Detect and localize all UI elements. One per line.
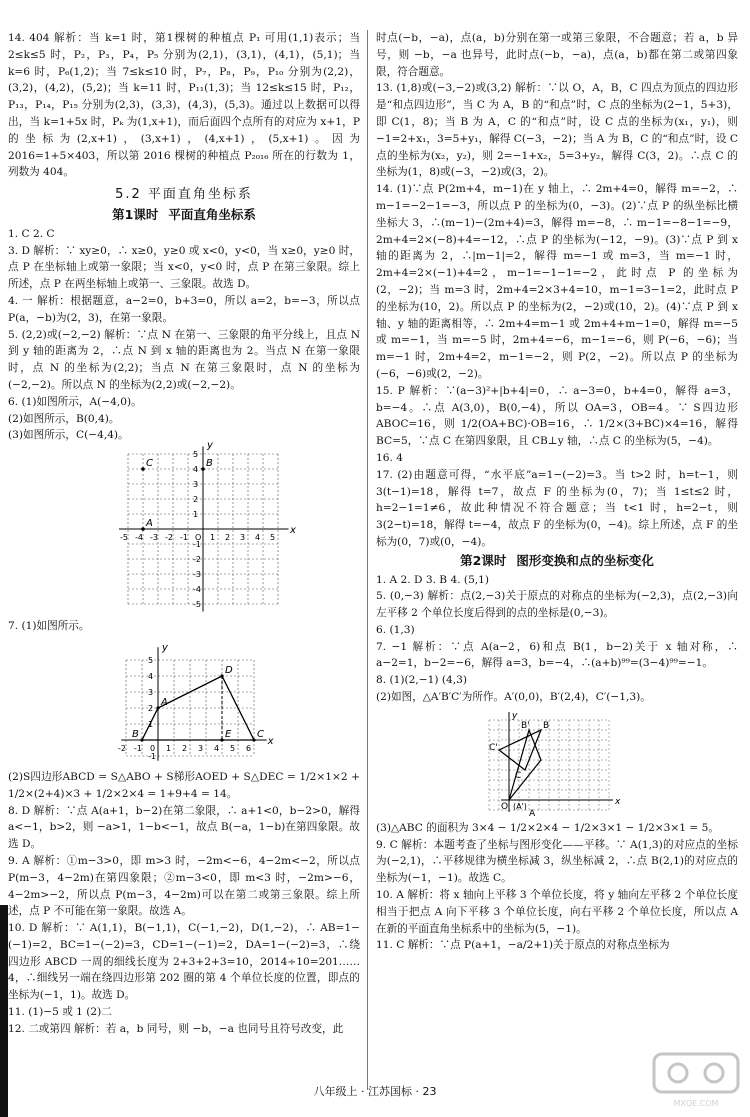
- x-tick-label: -2: [165, 533, 173, 543]
- answer-r8-part-1: 8. (1)(2,−1) (4,3): [376, 674, 467, 687]
- point-label-e: E: [225, 728, 232, 740]
- answer-r1: 1. A 2. D 3. B 4. (5,1): [376, 573, 490, 586]
- y-axis-label: y: [162, 642, 168, 654]
- lesson-2-title: 图形变换和点的坐标变化: [516, 552, 654, 568]
- answer-r5: 5. (0,−3) 解析：点(2,−3)关于原点的对称点的坐标为(−2,3)，点(2,−3)向左平移 2 个单位长度后得到的点的坐标是(0,−3)。: [376, 590, 738, 620]
- point-label-a: A: [529, 808, 536, 819]
- x-tick-label: -2: [118, 743, 126, 753]
- grid-lines: [126, 660, 254, 756]
- watermark: [648, 1050, 744, 1110]
- point-a: [156, 706, 159, 709]
- y-tick-label: 2: [148, 703, 154, 713]
- x-tick-label: 1: [166, 743, 172, 753]
- point-c: [141, 467, 145, 471]
- answer-r8-part-2: (2)如图，△A′B′C′为所作。A′(0,0)，B′(2,4)，C′(−1,3)。: [376, 691, 651, 704]
- answer-r10: 10. A 解析：将 x 轴向上平移 3 个单位长度，将 y 轴向左平移 2 个单位长度相当于把点 A 向下平移 3 个单位长度，向右平移 2 个单位长度，所以点 A 在新的平面直角坐标系中的坐标为(5，−1)。: [376, 889, 738, 935]
- answer-3: 3. D 解析：∵ xy≥0，∴ x≥0，y≥0 或 x<0，y<0，当 x≥0，y≥0 时，点 P 在坐标轴上或第一象限；当 x<0，y<0 时，点 P 在第三象限。综上所述，点 P 在两坐标轴上或第一、三象限。故选 D。: [8, 244, 360, 291]
- x-tick-label: 5: [270, 533, 276, 543]
- point-a: [141, 527, 145, 531]
- column-divider: [367, 30, 368, 1090]
- point-label-c: C: [146, 458, 153, 470]
- point-label-b: B: [543, 720, 550, 731]
- point-label-a: A: [146, 518, 153, 530]
- y-tick-label: -1: [193, 540, 201, 550]
- lesson-2-number: 第2课时: [460, 552, 507, 568]
- answer-4: 4. 一 解析：根据题意，a−2=0，b+3=0，所以 a=2，b=−3，所以点 P(a，−b)为(2，3)，在第一象限。: [8, 294, 360, 324]
- x-tick-label: 2: [225, 533, 231, 543]
- y-axis-label: y: [207, 440, 213, 452]
- grid-lines: [489, 720, 609, 810]
- answer-r6: 6. (1,3): [376, 623, 415, 636]
- y-tick-label: 1: [193, 510, 199, 520]
- x-axis-label: x: [615, 796, 621, 807]
- answer-14: 14. 404 解析：当 k=1 时，第1棵树的种植点 P₁ 可用(1,1)表示；当 2≤k≤5 时，P₂，P₃，P₄，P₅ 分别为(2,1)，(3,1)，(4,1)，(5,1)；当 k=6 时，P₆(1,2)；当 7≤k≤10 时，P₇，P₈，P₉，P₁₀ 分别为(2,2)，(3,2)，(4,2)，(5,2)；当 k=11 时，P₁₁(1,3)；当 12≤k≤15 时，P₁₂，P₁₃，P₁₄，P₁₅ 分别为(2,3)，(3,3)，(4,3)，(5,3)。通过以上数据可以得出，当 k=1+5x 时，Pₖ 为(1,x+1)，而后面四个点所有的对应为 x+1，P 的坐标为(2,x+1)，(3,x+1)，(4,x+1)，(5,x+1)。因为 2016=1+5×403，所以第 2016 棵树的种植点 P₂₀₁₆ 所在的行数为 1，列数为 404。: [8, 32, 360, 179]
- x-tick-label: 3: [240, 533, 246, 543]
- axes: [121, 647, 267, 761]
- lesson-1-heading: [8, 207, 360, 224]
- x-tick-label: 1: [210, 533, 216, 543]
- answer-10: 10. D 解析：∵ A(1,1)，B(−1,1)，C(−1,−2)，D(1,−2)，∴ AB=1−(−1)=2，BC=1−(−2)=3，CD=1−(−1)=2，DA=1−(−2)=3，∴绕四边形 ABCD 一周的细线长度为 2+3+2+3=10，2014÷10=201……4，∴细线另一端在绕四边形第 202 圈的第 4 个单位长度的位置，即点的坐标为(−1，1)。故选 D。: [8, 922, 360, 1002]
- answer-13: 13. (1,8)或(−3,−2)或(3,2) 解析：∵以 O，A，B，C 四点为顶点的四边形是“和点四边形”，当 C 为 A，B 的“和点”时，C 点的坐标为(2−1，5+3)，即 C(1，8)；当 B 为 A，C 的“和点”时，设 C 点的坐标为(x₁，y₁)，则 −1=2+x₁，3=5+y₁，解得 C(−3，−2)；当 A 为 B，C 的“和点”时，设 C 点的坐标为(x₂，y₂)，则 2=−1+x₂，5=3+y₂，解得 C(3，2)。∴点 C 的坐标为(1，8)或(−3，−2)或(3，2)。: [376, 82, 738, 179]
- answer-16: 16. 4: [376, 451, 403, 464]
- figure-q7-quadrilateral: [108, 637, 288, 767]
- x-axis-label: x: [290, 525, 296, 537]
- left-column: [8, 30, 360, 1038]
- y-tick-label: 5: [148, 655, 154, 665]
- x-tick-label: 4: [214, 743, 220, 753]
- y-tick-label: 1: [148, 719, 154, 729]
- answer-r8-part-3: (3)△ABC 的面积为 3×4 − 1/2×2×4 − 1/2×3×1 − 1/2×3×1 = 5。: [376, 821, 719, 834]
- point-label-c: C: [257, 728, 264, 740]
- point-label-b-prime: B': [521, 720, 530, 731]
- answer-r7: 7. −1 解析：∵点 A(a−2，6)和点 B(1，b−2)关于 x 轴对称，∴ a−2=1，b−2=−6，解得 a=3，b=−4，∴(a+b)⁹⁹=(3−4)⁹⁹=−1。: [376, 640, 738, 670]
- y-tick-label: 4: [148, 671, 154, 681]
- point-label-d: D: [225, 664, 233, 676]
- point-b: [201, 467, 205, 471]
- answer-12-continued: 时点(−b，−a)，点(a，b)分别在第一或第三象限，不合题意；若 a，b 异号，则 −b，−a 也异号，此时点(−b，−a)，点(a，b)都在第二或第四象限，符合题意。: [376, 32, 738, 78]
- y-tick-label: -1: [148, 751, 156, 761]
- y-tick-label: 3: [148, 687, 154, 697]
- answer-17: 17. (2)由题意可得，“水平底”a=1−(−2)=3。当 t>2 时，h=t−1，则 3(t−1)=18，解得 t=7，故点 F 的坐标为(0，7)；当 1≤t≤2 时，h=2−1=1≠6，故此种情况不符合题意；当 t<1 时，h=2−t，则 3(2−t)=18，解得 t=−4，故点 F 的坐标为(0，−4)。综上所述，点 F 的坐标为(0，7)或(0，−4)。: [376, 468, 738, 548]
- figure-q8-triangles: [481, 708, 621, 818]
- y-tick-label: 5: [193, 450, 199, 460]
- answer-r11: 11. C 解析：∵点 P(a+1，−a/2+1)关于原点的对称点坐标为: [376, 939, 670, 952]
- point-label-b: B: [132, 728, 139, 740]
- point-label-c: C: [515, 770, 522, 781]
- page-footer: 八年级上 · 江苏国标 · 23: [313, 1085, 437, 1098]
- answer-1: 1. C 2. C: [8, 227, 55, 240]
- x-tick-label: -5: [120, 533, 128, 543]
- y-tick-label: 2: [193, 495, 199, 505]
- point-label-c-prime: C': [489, 742, 498, 753]
- answer-12: 12. 二或第四 解析：若 a，b 同号，则 −b，−a 也同号且符号改变，此: [8, 1022, 344, 1035]
- x-tick-label: 0: [150, 743, 156, 753]
- origin-label: O: [501, 801, 509, 812]
- point-label-a: A: [161, 696, 168, 708]
- answer-5: 5. (2,2)或(−2,−2) 解析：∵点 N 在第一、三象限的角平分线上，且点 N 到 y 轴的距离为 2，∴点 N 到 x 轴的距离也为 2。当点 N 在第一象限时，点 N 的坐标为(2,2)；当点 N 在第三象限时，点 N 的坐标为(−2,−2)。所以点 N 的坐标为(2,2)或(−2,−2)。: [8, 328, 360, 391]
- point-c: [252, 738, 255, 741]
- x-tick-label: -1: [180, 533, 188, 543]
- lesson-1-title: 平面直角坐标系: [168, 206, 256, 222]
- x-tick-label: -4: [135, 533, 143, 543]
- point-e: [220, 738, 223, 741]
- answer-6-part-3: (3)如图所示，C(−4,4)。: [8, 429, 129, 442]
- y-tick-label: 4: [193, 465, 199, 475]
- x-tick-label: 5: [230, 743, 236, 753]
- y-tick-label: -3: [193, 570, 201, 580]
- y-tick-label: -2: [193, 555, 201, 565]
- x-tick-label: 3: [198, 743, 204, 753]
- lesson-2-heading: [376, 553, 738, 570]
- section-title: 5.2 平面直角坐标系: [115, 187, 253, 203]
- answer-11: 11. (1)−5 或 1 (2)二: [8, 1006, 112, 1019]
- answer-7-part-1: 7. (1)如图所示。: [8, 620, 90, 633]
- answer-7-part-2: (2)S四边形ABCD = S△ABO + S梯形AOED + S△DEC = 1/2×1×2 + 1/2×(2+4)×3 + 1/2×2×4 = 1+9+4 = 14。: [8, 770, 360, 800]
- x-tick-label: 2: [182, 743, 188, 753]
- x-axis-label: x: [267, 735, 274, 747]
- answer-6-part-2: (2)如图所示，B(0,4)。: [8, 412, 120, 425]
- point-label-a-prime: (A'): [513, 801, 527, 811]
- x-tick-label: 4: [255, 533, 261, 543]
- watermark-logo-icon: [648, 1050, 744, 1096]
- x-tick-label: O: [195, 533, 202, 543]
- x-tick-label: -1: [134, 743, 142, 753]
- lesson-1-number: 第1课时: [112, 206, 159, 222]
- figure-q6-coordinate-grid: [108, 440, 298, 616]
- answer-6-part-1: 6. (1)如图所示，A(−4,0)。: [8, 395, 142, 408]
- point-d: [220, 674, 223, 677]
- y-tick-label: -4: [193, 585, 201, 595]
- answer-8: 8. D 解析：∵点 A(a+1，b−2)在第二象限，∴ a+1<0，b−2>0，解得 a<−1，b>2，则 −a>1，1−b<−1，故点 B(−a，1−b)在第四象限。故选 D。: [8, 804, 360, 851]
- answer-15: 15. P 解析：∵(a−3)²+|b+4|=0，∴ a−3=0，b+4=0，解得 a=3，b=−4。∴点 A(3,0)，B(0,−4)，所以 OA=3，OB=4。∵ S四边形ABOC=16，则 1/2(OA+BC)·OB=16，∴ 1/2×(3+BC)×4=16，解得 BC=5，∵点 C 在第四象限，且 CB⊥y 轴，∴点 C 的坐标为(5，−4)。: [376, 384, 738, 448]
- x-tick-label: 6: [246, 743, 252, 753]
- y-axis-label: y: [512, 710, 518, 721]
- right-column: [376, 30, 738, 954]
- y-tick-label: 3: [193, 480, 199, 490]
- point-label-b: B: [206, 458, 213, 470]
- answer-r9: 9. C 解析：本题考查了坐标与图形变化——平移。∵ A(1,3)的对应点的坐标为(−2,1)，∴平移规律为横坐标减 3，纵坐标减 2，∴点 B(2,1)的对应点的坐标为(−1，−1)。故选 C。: [376, 838, 738, 885]
- point-b: [140, 738, 143, 741]
- answer-9: 9. A 解析：①m−3>0，即 m>3 时，−2m<−6，4−2m<−2，所以点 P(m−3，4−2m)在第四象限；②m−3<0，即 m<3 时，−2m>−6，4−2m>−2，所以点 P(m−3，4−2m)可以在第二或第三象限。综上所述，点 P 不可能在第一象限。故选 A。: [8, 854, 360, 918]
- x-tick-label: -3: [150, 533, 158, 543]
- y-tick-label: -5: [193, 600, 201, 610]
- watermark-text: MXQE.COM: [673, 1099, 719, 1108]
- answer-14-right: 14. (1)∵点 P(2m+4，m−1)在 y 轴上，∴ 2m+4=0，解得 m=−2，∴ m−1=−2−1=−3，所以点 P 的坐标为(0，−3)。(2)∵点 P 的纵坐标比横坐标大 3，∴(m−1)−(2m+4)=3，解得 m=−8，∴ m−1=−8−1=−9，2m+4=2×(−8)+4=−12，∴点 P 的坐标为(−12，−9)。(3)∵点 P 到 x 轴的距离为 2，∴|m−1|=2，解得 m=−1 或 m=3，当 m=−1 时，2m+4=2×(−1)+4=2，m−1=−1−1=−2，此时点 P 的坐标为(2，−2)；当 m=3 时，2m+4=2×3+4=10，m−1=3−1=2，此时点 P 的坐标为(10，2)。所以点 P 的坐标为(2，−2)或(10，2)。(4)∵点 P 到 x 轴、y 轴的距离相等，∴ 2m+4=m−1 或 2m+4+m−1=0，解得 m=−5 或 m=−1，当 m=−5 时，2m+4=−6，m−1=−6，则 P(−6，−6)；当 m=−1 时，2m+4=2，m−1=−2，则 P(2，−2)。所以点 P 的坐标为(−6，−6)或(2，−2)。: [376, 183, 738, 380]
